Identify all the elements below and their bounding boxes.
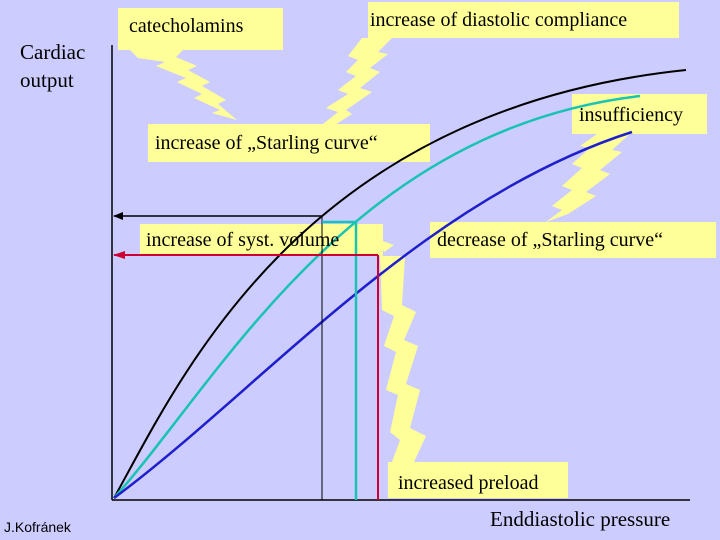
x-axis-label: Enddiastolic pressure: [490, 507, 671, 531]
curve-decreased: [114, 132, 632, 498]
callout-starling-increase-text: increase of „Starling curve“: [155, 132, 378, 154]
callout-catecholamins-bolt: [130, 50, 237, 120]
callout-compliance-text: increase of diastolic compliance: [370, 9, 628, 31]
callout-preload-bolt: [380, 256, 426, 462]
y-axis-label-line2: output: [20, 68, 74, 92]
callout-starling-decrease-text: decrease of „Starling curve“: [437, 229, 663, 251]
callout-insufficiency-bolt: [546, 132, 632, 222]
author-label: J.Kofránek: [4, 519, 71, 535]
callout-preload-text: increased preload: [398, 472, 539, 494]
callout-insufficiency-text: insufficiency: [579, 104, 684, 126]
y-axis-label: [20, 38, 85, 94]
y-axis-label-line1: Cardiac: [20, 40, 86, 64]
callout-catecholamins-text: catecholamins: [129, 15, 244, 37]
callout-compliance-bolt: [318, 38, 392, 130]
callout-syst-volume-text: increase of syst. volume: [146, 229, 340, 251]
